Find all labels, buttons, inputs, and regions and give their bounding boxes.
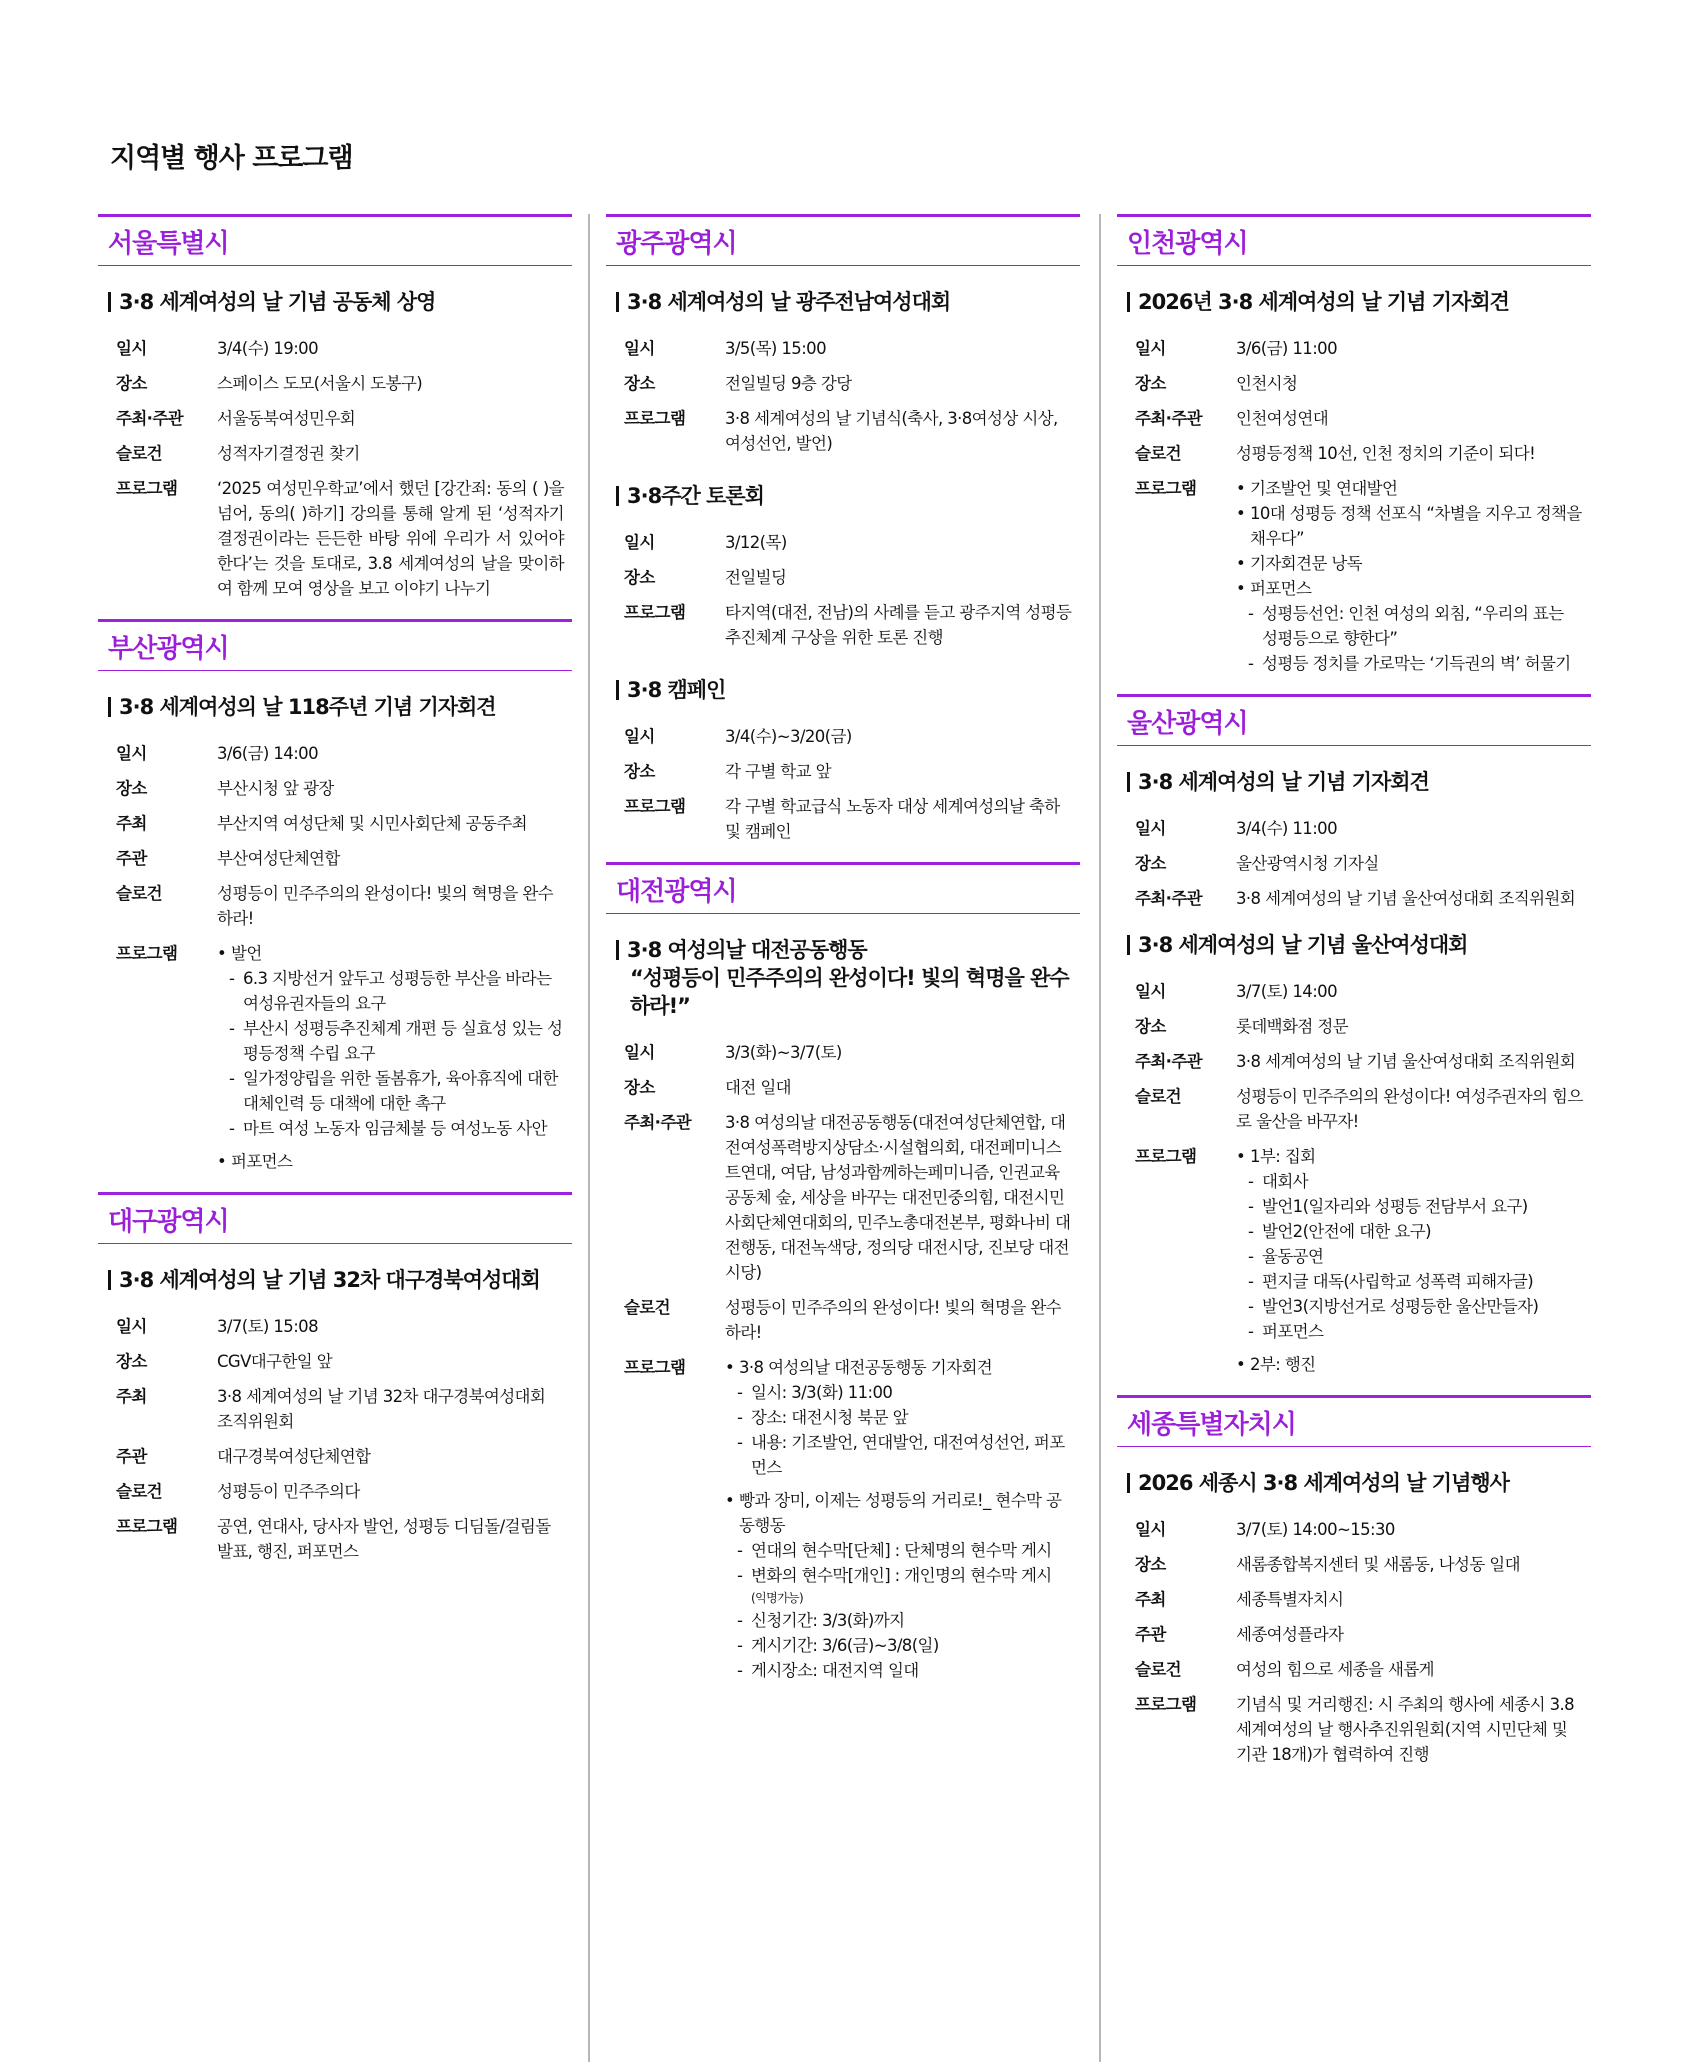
info-row: 프로그램 각 구별 학교급식 노동자 대상 세계여성의날 축하 및 캠페인 bbox=[624, 797, 1060, 841]
title-bar bbox=[1127, 935, 1130, 955]
info-row: 일시 3/4(수)~3/20(금) bbox=[624, 727, 852, 746]
dash-item: - 내용: 기조발언, 연대발언, 대전여성선언, 퍼포먼스 bbox=[725, 1430, 1072, 1480]
title-bar bbox=[1127, 772, 1130, 792]
dash-item: - 게시장소: 대전지역 일대 bbox=[725, 1658, 1072, 1683]
info-row: 슬로건 성평등이 민주주의의 완성이다! 여성주권자의 힘으로 울산을 바꾸자! bbox=[1135, 1087, 1583, 1131]
info-row: 슬로건 성평등정책 10선, 인천 정치의 기준이 되다! bbox=[1135, 444, 1536, 463]
event bbox=[606, 482, 1080, 650]
event-title: 2026년 3·8 세계여성의 날 기념 기자회견 bbox=[1117, 288, 1591, 316]
info-row: 장소 대전 일대 bbox=[624, 1078, 792, 1097]
event bbox=[1117, 288, 1591, 676]
dash-item: - 편지글 대독(사립학교 성폭력 피해자글) bbox=[1236, 1269, 1583, 1294]
region-heading: 인천광역시 bbox=[1117, 214, 1591, 266]
info-row: 프로그램 • 기조발언 및 연대발언 • 10대 성평등 정책 선포식 “차별을 지우고 정책을 채우다” • 기자회견문 낭독 • 퍼포먼스 - 성평등선언: 인천 여성의 외침, “우리의 표는 성평등으로 향한다” - 성평등 정치를 가로막는 ‘기득권의 벽’ 허물기 bbox=[1135, 476, 1591, 676]
dash-item: - 마트 여성 노동자 임금체불 등 여성노동 사안 bbox=[217, 1116, 564, 1141]
info-row: 장소 울산광역시청 기자실 bbox=[1135, 854, 1379, 873]
dash-item: - 발언3(지방선거로 성평등한 울산만들자) bbox=[1236, 1294, 1583, 1319]
region-busan bbox=[98, 619, 572, 1174]
event bbox=[606, 676, 1080, 844]
region-incheon bbox=[1117, 214, 1591, 676]
event bbox=[1117, 931, 1591, 1377]
column-right bbox=[1117, 214, 1591, 1777]
info-row: 일시 3/6(금) 14:00 bbox=[116, 744, 318, 763]
info-row: 일시 3/4(수) 11:00 bbox=[1135, 819, 1337, 838]
info-row: 장소 새롬종합복지센터 및 새롬동, 나성동 일대 bbox=[1135, 1555, 1520, 1574]
region-heading: 광주광역시 bbox=[606, 214, 1080, 266]
event-title: 3·8 세계여성의 날 기념 울산여성대회 bbox=[1117, 931, 1591, 959]
event bbox=[1117, 1469, 1591, 1767]
info-row: 프로그램 공연, 연대사, 당사자 발언, 성평등 디딤돌/걸림돌 발표, 행진, 퍼포먼스 bbox=[116, 1517, 551, 1561]
dash-item: - 6.3 지방선거 앞두고 성평등한 부산을 바라는 여성유권자들의 요구 bbox=[217, 966, 564, 1016]
info-row: 주최·주관 3·8 여성의날 대전공동행동(대전여성단체연합, 대전여성폭력방지상담소·시설협의회, 대전페미니스트연대, 여담, 남성과함께하는페미니즘, 인권교육공동체 숲, 세상을 바꾸는 대전민중의힘, 대전시민사회단체연대회의, 민주노총대전본부, 평화나비 대전행동, 대전녹색당, 정의당 대전시당, 진보당 대전시당) bbox=[624, 1113, 1071, 1282]
info-row: 슬로건 성평등이 민주주의의 완성이다! 빛의 혁명을 완수하라! bbox=[116, 884, 554, 928]
info-row: 프로그램 ‘2025 여성민우학교’에서 했던 [강간죄: 동의 ( )을 넘어, 동의( )하기] 강의를 통해 알게 된 ‘성적자기결정권이라는 든든한 바탕 위에 우리가 서 있어야 한다’는 것을 토대로, 3.8 세계여성의 날을 맞이하여 함께 모여 영상을 보고 이야기 나누기 bbox=[116, 479, 564, 598]
bullet-item: • 빵과 장미, 이제는 성평등의 거리로!_ 현수막 공동행동 bbox=[725, 1488, 1072, 1538]
info-row: 일시 3/3(화)~3/7(토) bbox=[624, 1043, 842, 1062]
info-row: 주최·주관 3·8 세계여성의 날 기념 울산여성대회 조직위원회 bbox=[1135, 1052, 1576, 1071]
bullet-item: • 퍼포먼스 bbox=[217, 1149, 564, 1174]
info-row: 슬로건 성평등이 민주주의의 완성이다! 빛의 혁명을 완수하라! bbox=[624, 1298, 1062, 1342]
info-row: 장소 CGV대구한일 앞 bbox=[116, 1352, 333, 1371]
dash-item: - 신청기간: 3/3(화)까지 bbox=[725, 1608, 1072, 1633]
info-row: 슬로건 여성의 힘으로 세종을 새롭게 bbox=[1135, 1660, 1435, 1679]
info-row: 주최 3·8 세계여성의 날 기념 32차 대구경북여성대회 조직위원회 bbox=[116, 1387, 546, 1431]
column-middle bbox=[606, 214, 1080, 1693]
region-sejong bbox=[1117, 1395, 1591, 1767]
bullet-item: • 2부: 행진 bbox=[1236, 1352, 1583, 1377]
bullet-item: • 1부: 집회 bbox=[1236, 1144, 1583, 1169]
info-row: 일시 3/7(토) 14:00 bbox=[1135, 982, 1337, 1001]
info-row: 장소 각 구별 학교 앞 bbox=[624, 762, 831, 781]
page-title: 지역별 행사 프로그램 bbox=[110, 143, 353, 174]
dash-item: - 대회사 bbox=[1236, 1169, 1583, 1194]
info-row: 일시 3/7(토) 15:08 bbox=[116, 1317, 318, 1336]
region-seoul bbox=[98, 214, 572, 601]
info-row: 장소 부산시청 앞 광장 bbox=[116, 779, 334, 798]
region-heading: 대전광역시 bbox=[606, 862, 1080, 914]
region-heading: 서울특별시 bbox=[98, 214, 572, 266]
note-text: (익명가능) bbox=[751, 1591, 804, 1605]
title-bar bbox=[108, 1270, 111, 1290]
info-row: 일시 3/7(토) 14:00~15:30 bbox=[1135, 1520, 1395, 1539]
title-bar bbox=[616, 940, 619, 960]
info-row: 장소 인천시청 bbox=[1135, 374, 1298, 393]
info-row: 일시 3/5(목) 15:00 bbox=[624, 339, 826, 358]
dash-item: - 연대의 현수막[단체] : 단체명의 현수막 게시 bbox=[725, 1538, 1072, 1563]
info-row: 주최·주관 인천여성연대 bbox=[1135, 409, 1329, 428]
event bbox=[98, 288, 572, 601]
info-row: 프로그램 3·8 세계여성의 날 기념식(축사, 3·8여성상 시상, 여성선언, 발언) bbox=[624, 409, 1058, 453]
event bbox=[98, 1266, 572, 1564]
info-row: 프로그램 • 1부: 집회 - 대회사 - 발언1(일자리와 성평등 전담부서 요구) - 발언2(안전에 대한 요구) - 율동공연 - 편지글 대독(사립학교 성폭력 피해자글) - 발언3(지방선거로 성평등한 울산만들자) - 퍼포먼스 • 2부: 행진 bbox=[1135, 1144, 1591, 1377]
bullet-item: • 10대 성평등 정책 선포식 “차별을 지우고 정책을 채우다” bbox=[1236, 501, 1583, 551]
event-title: 2026 세종시 3·8 세계여성의 날 기념행사 bbox=[1117, 1469, 1591, 1497]
dash-item: - 일시: 3/3(화) 11:00 bbox=[725, 1380, 1072, 1405]
info-row: 장소 전일빌딩 9층 강당 bbox=[624, 374, 852, 393]
dash-item: - 발언1(일자리와 성평등 전담부서 요구) bbox=[1236, 1194, 1583, 1219]
info-row: 장소 전일빌딩 bbox=[624, 568, 787, 587]
info-row: 일시 3/4(수) 19:00 bbox=[116, 339, 318, 358]
dash-item: - 율동공연 bbox=[1236, 1244, 1583, 1269]
bullet-item: • 발언 bbox=[217, 941, 564, 966]
bullet-item: • 퍼포먼스 bbox=[1236, 576, 1583, 601]
title-bar bbox=[616, 292, 619, 312]
event bbox=[606, 936, 1080, 1683]
dash-item: - 퍼포먼스 bbox=[1236, 1319, 1583, 1344]
event-title: 3·8 세계여성의 날 기념 32차 대구경북여성대회 bbox=[98, 1266, 572, 1294]
dash-item: - 성평등 정치를 가로막는 ‘기득권의 벽’ 허물기 bbox=[1236, 651, 1583, 676]
dash-item: - 게시기간: 3/6(금)~3/8(일) bbox=[725, 1633, 1072, 1658]
info-row: 프로그램 타지역(대전, 전남)의 사례를 듣고 광주지역 성평등 추진체계 구상을 위한 토론 진행 bbox=[624, 603, 1072, 647]
event bbox=[1117, 768, 1591, 911]
info-row: 주관 세종여성플라자 bbox=[1135, 1625, 1344, 1644]
info-row: 주최·주관 3·8 세계여성의 날 기념 울산여성대회 조직위원회 bbox=[1135, 889, 1576, 908]
info-row: 주최 부산지역 여성단체 및 시민사회단체 공동주최 bbox=[116, 814, 528, 833]
region-heading: 세종특별자치시 bbox=[1117, 1395, 1591, 1447]
event-title: 3·8 여성의날 대전공동행동 “성평등이 민주주의의 완성이다! 빛의 혁명을 완수하라!” bbox=[606, 936, 1080, 1020]
title-bar bbox=[108, 292, 111, 312]
region-gwangju bbox=[606, 214, 1080, 844]
info-row: 프로그램 • 3·8 여성의날 대전공동행동 기자회견 - 일시: 3/3(화) 11:00 - 장소: 대전시청 북문 앞 - 내용: 기조발언, 연대발언, 대전여성선언, 퍼포먼스 • 빵과 장미, 이제는 성평등의 거리로!_ 현수막 공동행동 - 연대의 현수막[단체] : 단체명의 현수막 게시 - 변화의 현수막[개인] : 개인명의 현수막 게시 (익명가능) - 신청기간: 3/3(화)까지 - 게시기간: 3/6(금)~3/8(일) - 게시장소: 대전지역 일대 bbox=[624, 1355, 1080, 1683]
title-bar bbox=[1127, 292, 1130, 312]
bullet-item: • 기자회견문 낭독 bbox=[1236, 551, 1583, 576]
info-row: 슬로건 성적자기결정권 찾기 bbox=[116, 444, 360, 463]
title-bar bbox=[616, 680, 619, 700]
event-title: 3·8 세계여성의 날 기념 공동체 상영 bbox=[98, 288, 572, 316]
info-row: 장소 스페이스 도모(서울시 도봉구) bbox=[116, 374, 423, 393]
event bbox=[98, 693, 572, 1174]
title-bar bbox=[616, 486, 619, 506]
info-row: 프로그램 • 발언 - 6.3 지방선거 앞두고 성평등한 부산을 바라는 여성유권자들의 요구 - 부산시 성평등추진체계 개편 등 실효성 있는 성평등정책 수립 요구 - 일가정양립을 위한 돌봄휴가, 육아휴직에 대한 대체인력 등 대책에 대한 촉구 - 마트 여성 노동자 임금체불 등 여성노동 사안 • 퍼포먼스 bbox=[116, 941, 572, 1174]
region-ulsan bbox=[1117, 694, 1591, 1377]
info-row: 프로그램 기념식 및 거리행진: 시 주최의 행사에 세종시 3.8 세계여성의 날 행사추진위원회(지역 시민단체 및 기관 18개)가 협력하여 진행 bbox=[1135, 1695, 1575, 1764]
event-title: 3·8주간 토론회 bbox=[606, 482, 1080, 510]
column-divider bbox=[1099, 214, 1101, 2062]
event bbox=[606, 288, 1080, 456]
title-bar bbox=[108, 697, 111, 717]
region-daejeon bbox=[606, 862, 1080, 1683]
info-row: 주최 세종특별자치시 bbox=[1135, 1590, 1344, 1609]
dash-item: - 장소: 대전시청 북문 앞 bbox=[725, 1405, 1072, 1430]
info-row: 장소 롯데백화점 정문 bbox=[1135, 1017, 1349, 1036]
event-title: 3·8 세계여성의 날 118주년 기념 기자회견 bbox=[98, 693, 572, 721]
region-heading: 울산광역시 bbox=[1117, 694, 1591, 746]
info-row: 일시 3/6(금) 11:00 bbox=[1135, 339, 1337, 358]
event-title: 3·8 캠페인 bbox=[606, 676, 1080, 704]
dash-item: - 부산시 성평등추진체계 개편 등 실효성 있는 성평등정책 수립 요구 bbox=[217, 1016, 564, 1066]
bullet-item: • 3·8 여성의날 대전공동행동 기자회견 bbox=[725, 1355, 1072, 1380]
title-bar bbox=[1127, 1473, 1130, 1493]
region-heading: 대구광역시 bbox=[98, 1192, 572, 1244]
info-row: 슬로건 성평등이 민주주의다 bbox=[116, 1482, 360, 1501]
column-divider bbox=[588, 214, 590, 2062]
info-row: 일시 3/12(목) bbox=[624, 533, 787, 552]
dash-item: - 일가정양립을 위한 돌봄휴가, 육아휴직에 대한 대체인력 등 대책에 대한 촉구 bbox=[217, 1066, 564, 1116]
event-title: 3·8 세계여성의 날 광주전남여성대회 bbox=[606, 288, 1080, 316]
info-row: 주관 대구경북여성단체연합 bbox=[116, 1447, 371, 1466]
dash-item: - 변화의 현수막[개인] : 개인명의 현수막 게시 bbox=[725, 1563, 1072, 1588]
bullet-item: • 기조발언 및 연대발언 bbox=[1236, 476, 1583, 501]
dash-item: - 성평등선언: 인천 여성의 외침, “우리의 표는 성평등으로 향한다” bbox=[1236, 601, 1583, 651]
region-heading: 부산광역시 bbox=[98, 619, 572, 671]
region-daegu bbox=[98, 1192, 572, 1564]
column-left bbox=[98, 214, 572, 1574]
event-title: 3·8 세계여성의 날 기념 기자회견 bbox=[1117, 768, 1591, 796]
dash-item: - 발언2(안전에 대한 요구) bbox=[1236, 1219, 1583, 1244]
info-row: 주최·주관 서울동북여성민우회 bbox=[116, 409, 356, 428]
info-row: 주관 부산여성단체연합 bbox=[116, 849, 340, 868]
